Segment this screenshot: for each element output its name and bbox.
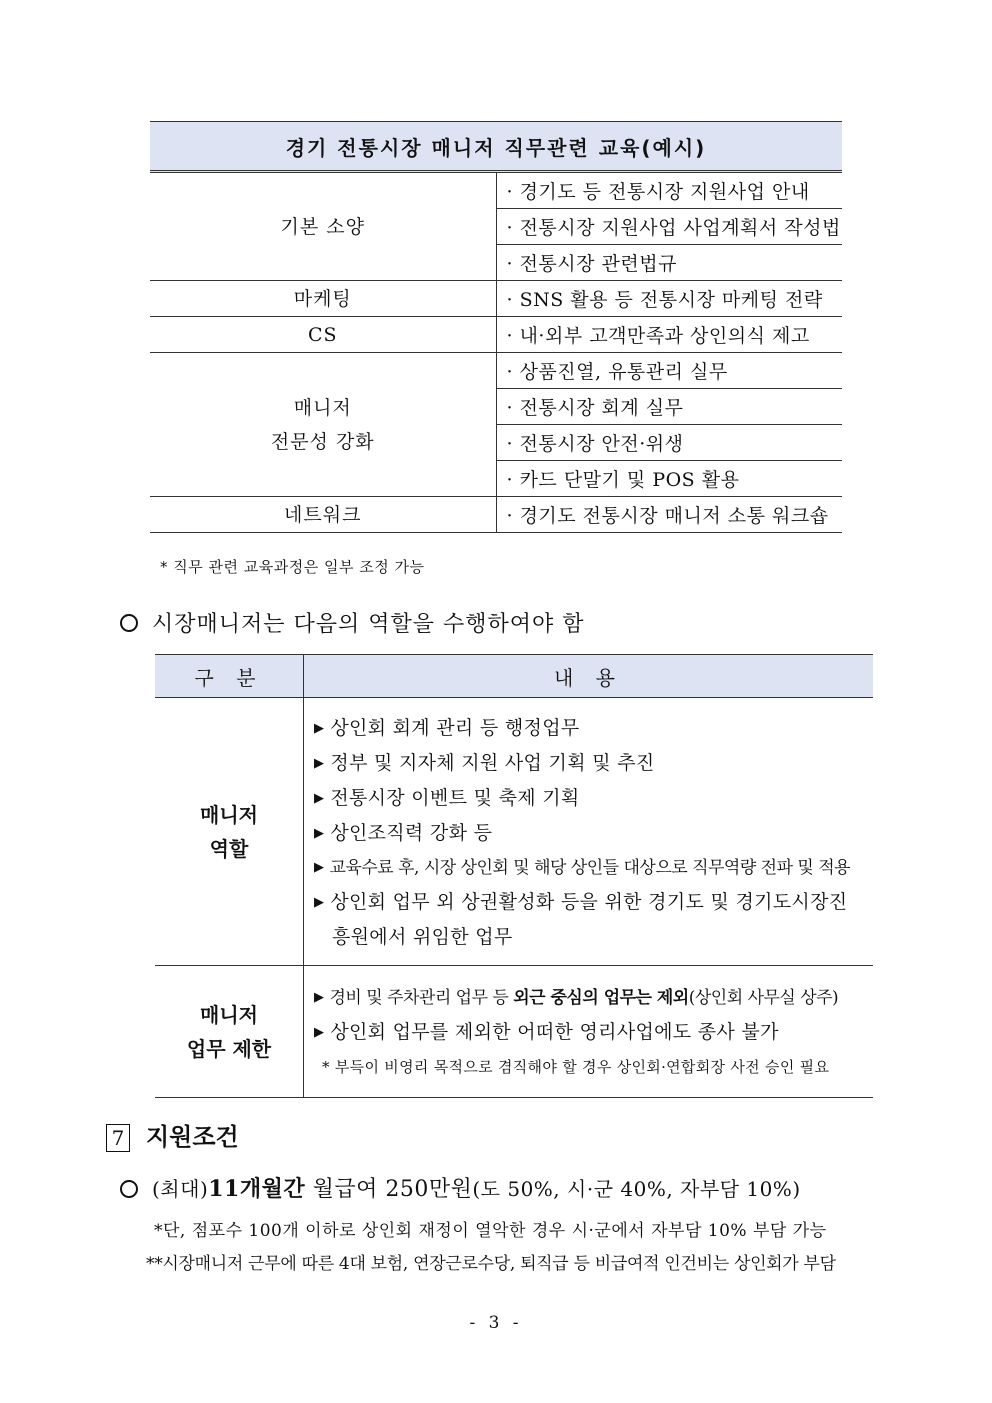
triangle-bullet-icon: ▶: [314, 756, 325, 771]
table-cell: · 카드 단말기 및 POS 활용: [496, 461, 842, 497]
category-network: 네트워크: [150, 497, 496, 533]
category-line: 역할: [209, 836, 249, 861]
limit-note: * 부득이 비영리 목적으로 겸직해야 할 경우 상인회·연합회장 사전 승인 필요: [322, 1058, 830, 1076]
list-item-text: 전통시장 이벤트 및 축제 기획: [330, 787, 580, 809]
footnote: *단, 점포수 100개 이하로 상인회 재정이 열악한 경우 시·군에서 자부담 10% 부담 가능: [154, 1221, 827, 1241]
category-line: 매니저: [200, 802, 258, 827]
pay-line: [120, 1172, 801, 1203]
list-item-text: 경비 및 주차관리 업무 등: [329, 988, 514, 1008]
table-cell: · 전통시장 관련법규: [496, 245, 842, 281]
category-cs: CS: [150, 317, 496, 353]
circle-bullet-icon: [120, 614, 138, 632]
list-item-text: 상인조직력 강화 등: [330, 822, 493, 844]
roles-intro: [120, 607, 585, 638]
circle-bullet-icon: [120, 1180, 138, 1198]
pay-pre: (최대): [152, 1177, 209, 1201]
list-item-text: 상인회 회계 관리 등 행정업무: [330, 717, 580, 739]
category-line: 매니저: [293, 396, 352, 419]
category-marketing: 마케팅: [150, 281, 496, 317]
table-cell: · 전통시장 지원사업 사업계획서 작성법: [496, 209, 842, 245]
header-category: 구 분: [155, 655, 304, 698]
roles-intro-text: 시장매니저는 다음의 역할을 수행하여야 함: [152, 612, 585, 637]
triangle-bullet-icon: ▶: [314, 895, 325, 910]
table-cell: · 내·외부 고객만족과 상인의식 제고: [496, 317, 842, 353]
category-role: [155, 698, 304, 966]
list-item: [314, 982, 867, 1016]
page-number: - 3 -: [469, 1313, 523, 1333]
category-limit: [155, 966, 304, 1098]
table-cell: · 경기도 등 전통시장 지원사업 안내: [496, 172, 842, 209]
category-line: 업무 제한: [186, 1036, 272, 1061]
section-title: 지원조건: [146, 1123, 239, 1151]
limit-list: [304, 966, 874, 1098]
education-table-title: 경기 전통시장 매니저 직무관련 교육(예시): [150, 122, 842, 172]
section-heading: [106, 1117, 239, 1152]
education-note: * 직무 관련 교육과정은 일부 조정 가능: [160, 558, 425, 576]
category-basic: 기본 소양: [150, 172, 496, 281]
triangle-bullet-icon: ▶: [314, 791, 325, 806]
list-item: [314, 1016, 867, 1051]
category-line: 전문성 강화: [270, 430, 375, 453]
education-table: [150, 121, 842, 533]
header-content: 내 용: [304, 655, 874, 698]
role-list: [304, 698, 874, 966]
list-item: [314, 852, 867, 886]
category-line: 매니저: [200, 1002, 258, 1027]
list-item: [314, 886, 867, 921]
table-cell: · 경기도 전통시장 매니저 소통 워크숍: [496, 497, 842, 533]
list-item-text: 상인회 업무 외 상권활성화 등을 위한 경기도 및 경기도시장진: [330, 891, 848, 913]
list-item: [314, 782, 867, 817]
triangle-bullet-icon: ▶: [314, 721, 325, 736]
list-item-text: 교육수료 후, 시장 상인회 및 해당 상인들 대상으로 직무역량 전파 및 적용: [329, 858, 851, 878]
section-number: 7: [106, 1124, 130, 1152]
triangle-bullet-icon: ▶: [314, 860, 324, 875]
list-item: [314, 817, 867, 852]
table-cell: · 전통시장 회계 실무: [496, 389, 842, 425]
list-item: [314, 712, 867, 747]
triangle-bullet-icon: ▶: [314, 826, 325, 841]
category-expertise: [150, 353, 496, 497]
footnote: **시장매니저 근무에 따른 4대 보험, 연장근로수당, 퇴직급 등 비급여적 인건비는 상인회가 부담: [146, 1254, 836, 1274]
table-cell: · SNS 활용 등 전통시장 마케팅 전략: [496, 281, 842, 317]
table-cell: · 상품진열, 유통관리 실무: [496, 353, 842, 389]
triangle-bullet-icon: ▶: [314, 990, 324, 1005]
list-item: [314, 747, 867, 782]
pay-ratio: (도 50%, 시·군 40%, 자부담 10%): [472, 1177, 801, 1201]
list-item-text: 상인회 업무를 제외한 어떠한 영리사업에도 종사 불가: [330, 1021, 779, 1043]
roles-table: [155, 654, 873, 1098]
list-item-continuation: 흥원에서 위임한 업무: [332, 926, 513, 948]
list-item-bold: 외근 중심의 업무는 제외: [513, 988, 689, 1008]
table-cell: · 전통시장 안전·위생: [496, 425, 842, 461]
triangle-bullet-icon: ▶: [314, 1025, 325, 1040]
list-item-text: 정부 및 지자체 지원 사업 기획 및 추진: [330, 752, 655, 774]
list-item-text: (상인회 사무실 상주): [688, 988, 839, 1008]
pay-amount: 월급여 250만원: [305, 1177, 473, 1202]
pay-bold: 11개월간: [208, 1176, 306, 1202]
